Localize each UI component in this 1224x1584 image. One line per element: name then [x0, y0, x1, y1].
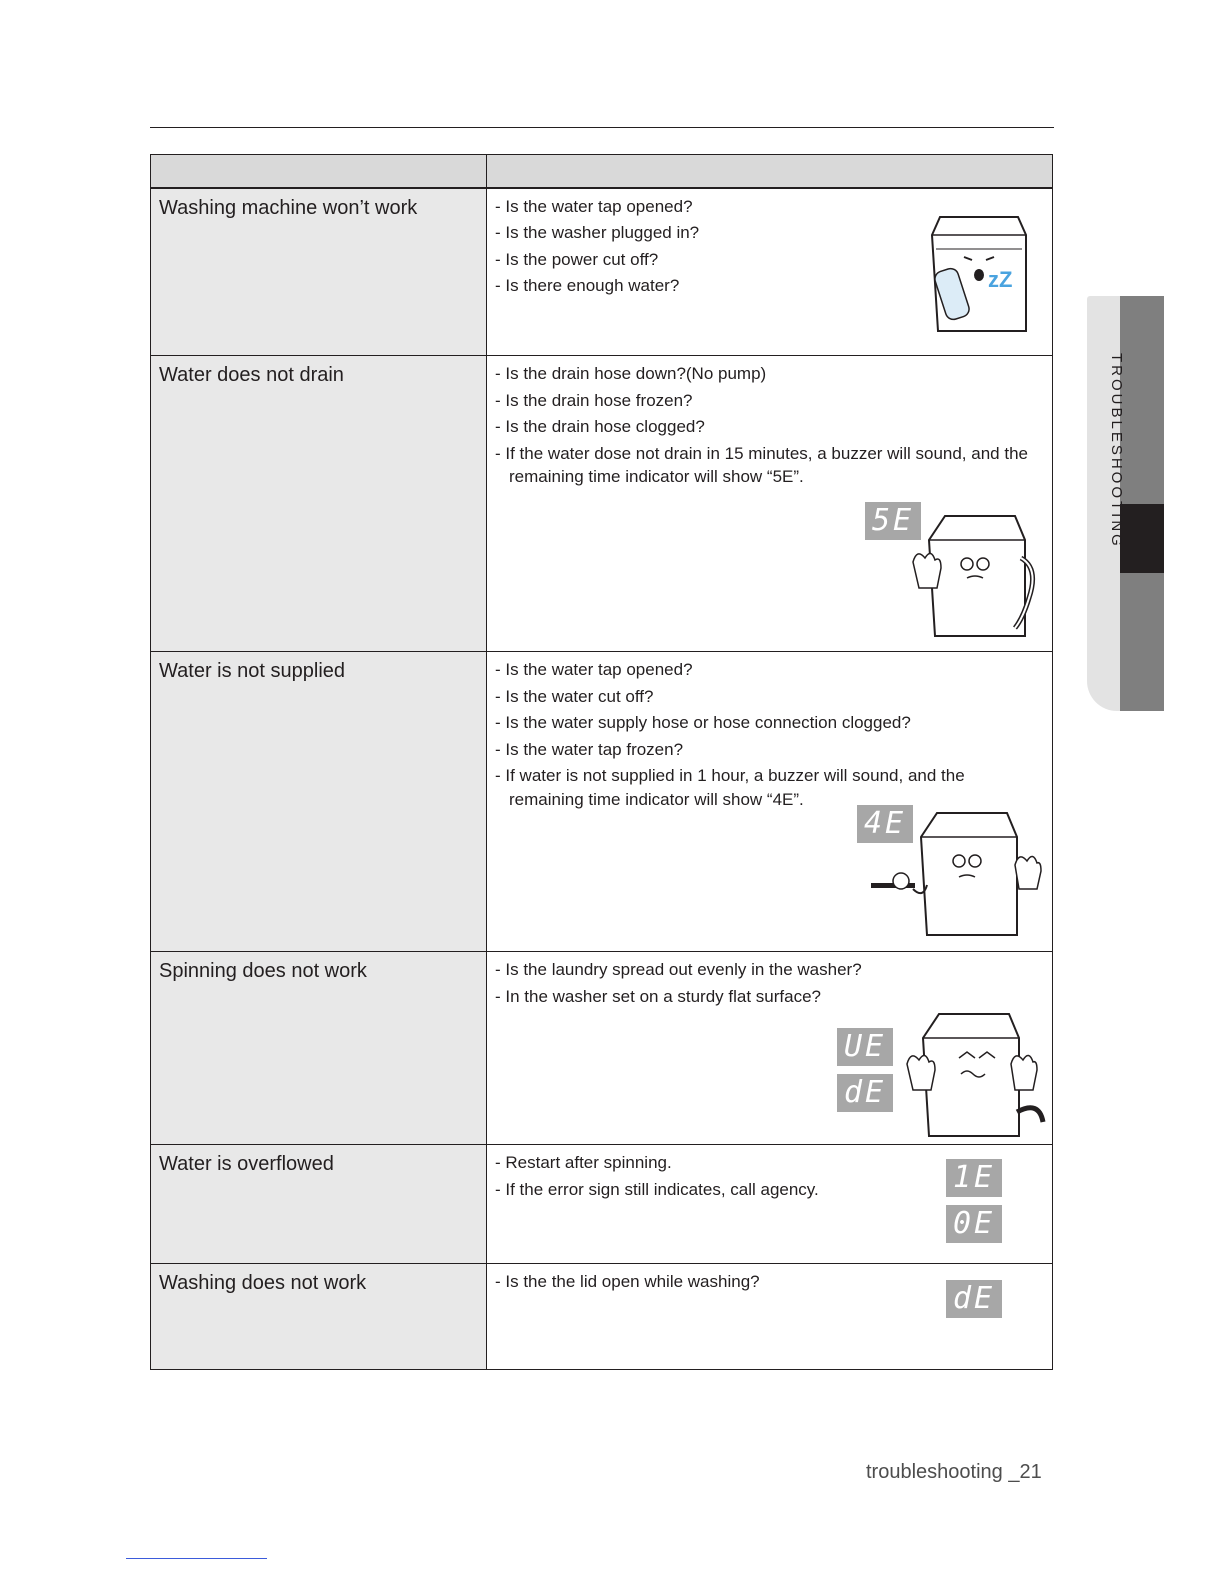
- error-code-display: UE: [837, 1028, 893, 1066]
- solution-item: - Is the drain hose frozen?: [495, 389, 1042, 413]
- solution-item: - If the error sign still indicates, call agency.: [495, 1178, 1042, 1202]
- header-solution-cell: [487, 155, 1053, 188]
- problem-cell: [151, 952, 487, 1145]
- problem-text: Water is overflowed: [159, 1153, 334, 1175]
- solution-cell: [487, 652, 1053, 952]
- problem-text: Water does not drain: [159, 364, 344, 386]
- error-code-display: 5E: [865, 502, 921, 540]
- problem-cell: [151, 652, 487, 952]
- worried-washer-drain-icon: [897, 506, 1047, 641]
- solution-item: - Is the water tap opened?: [495, 658, 1042, 682]
- problem-cell: [151, 356, 487, 652]
- error-code-display: 4E: [857, 805, 913, 843]
- solution-item: - Is the the lid open while washing?: [495, 1270, 1042, 1294]
- table-header-row: [151, 155, 1053, 188]
- header-rule: [150, 127, 1054, 128]
- error-code-display: 0E: [946, 1205, 1002, 1243]
- solution-cell: [487, 356, 1053, 652]
- table-row: [151, 188, 1053, 356]
- section-tab-active-marker: [1120, 504, 1164, 573]
- table-row: [151, 1145, 1053, 1264]
- solution-cell: [487, 1145, 1053, 1264]
- solution-item: - If water is not supplied in 1 hour, a buzzer will sound, and the remaining time indicator will show “4E”.: [495, 764, 1042, 811]
- svg-text:zZ: zZ: [988, 266, 1013, 292]
- error-code-display: dE: [837, 1074, 893, 1112]
- solution-item: - Is the water tap frozen?: [495, 738, 1042, 762]
- section-tab-label: TROUBLESHOOTING: [1108, 353, 1125, 549]
- problem-cell: [151, 188, 487, 356]
- solution-cell: [487, 952, 1053, 1145]
- problem-cell: [151, 1264, 487, 1370]
- solution-item: - Is the drain hose clogged?: [495, 415, 1042, 439]
- solution-list: [495, 658, 1042, 811]
- problem-text: Spinning does not work: [159, 960, 367, 982]
- error-code-display: dE: [946, 1280, 1002, 1318]
- footer-rule: [126, 1558, 267, 1559]
- solution-item: - Is the laundry spread out evenly in the washer?: [495, 958, 1042, 982]
- solution-list: [495, 958, 1042, 1008]
- solution-item: - Is the drain hose down?(No pump): [495, 362, 1042, 386]
- problem-cell: [151, 1145, 487, 1264]
- page-footer: troubleshooting _21: [866, 1461, 1042, 1483]
- table-row: [151, 356, 1053, 652]
- shaking-washer-icon: [899, 1008, 1049, 1143]
- solution-cell: [487, 1264, 1053, 1370]
- sleeping-washer-icon: [922, 209, 1037, 339]
- solution-item: - Is the water supply hose or hose connection clogged?: [495, 711, 1042, 735]
- problem-text: Washing machine won’t work: [159, 196, 418, 219]
- solution-item: - Is there enough water?: [495, 274, 1042, 298]
- table-row: [151, 1264, 1053, 1370]
- solution-cell: [487, 188, 1053, 356]
- worried-washer-tap-icon: [867, 807, 1047, 942]
- solution-item: - In the washer set on a sturdy flat surface?: [495, 985, 1042, 1009]
- solution-item: - Is the power cut off?: [495, 248, 1042, 272]
- solution-item: - If the water dose not drain in 15 minutes, a buzzer will sound, and the remaining time indicator will show “5E”.: [495, 442, 1042, 489]
- error-code-display: 1E: [946, 1159, 1002, 1197]
- solution-item: - Is the water cut off?: [495, 685, 1042, 709]
- solution-list: [495, 362, 1042, 489]
- problem-text: Water is not supplied: [159, 660, 346, 682]
- problem-text: Washing does not work: [159, 1272, 367, 1294]
- header-problem-cell: [151, 155, 487, 188]
- solution-item: - Restart after spinning.: [495, 1151, 1042, 1175]
- troubleshooting-table: [150, 154, 1053, 1370]
- table-row: [151, 952, 1053, 1145]
- table-row: [151, 652, 1053, 952]
- solution-item: - Is the water tap opened?: [495, 195, 1042, 219]
- solution-item: - Is the washer plugged in?: [495, 221, 1042, 245]
